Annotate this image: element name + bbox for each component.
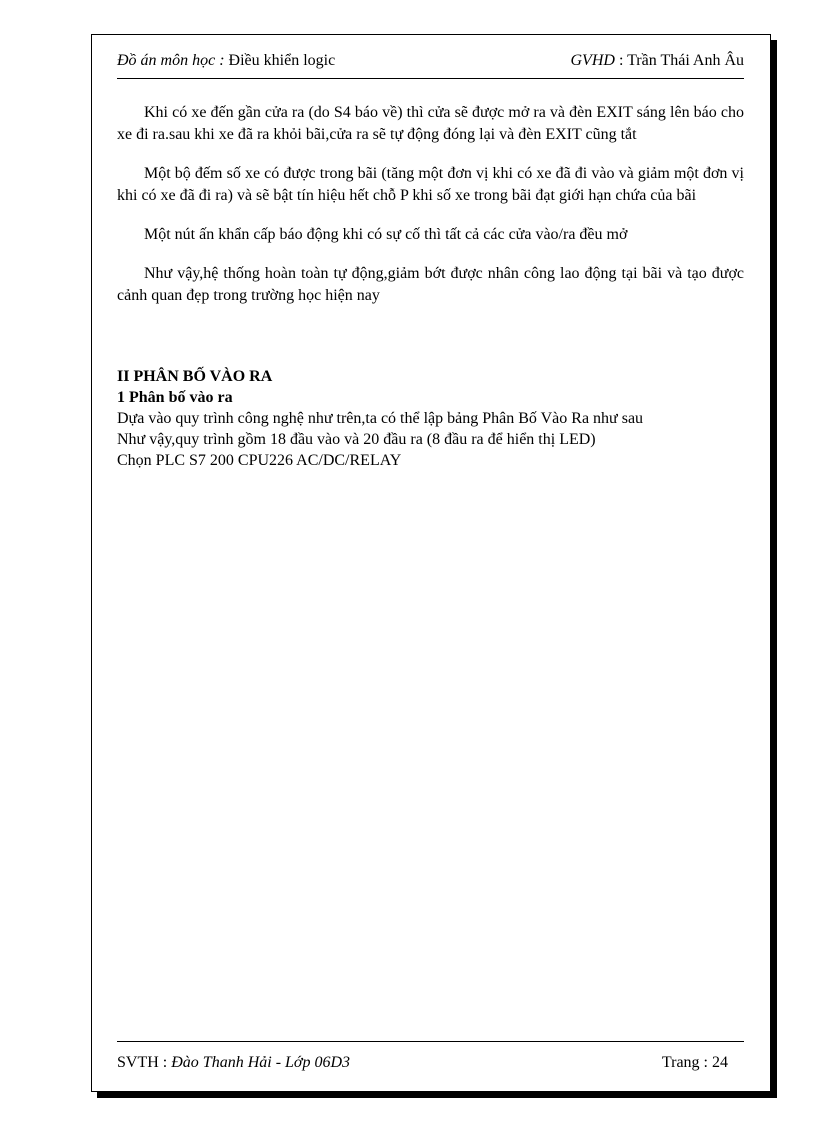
page-shadow-bottom (97, 1092, 777, 1098)
page-number: Trang : 24 (661, 1054, 728, 1071)
section-line: Chọn PLC S7 200 CPU226 AC/DC/RELAY (117, 452, 402, 469)
section-heading: II PHÂN BỐ VÀO RA (117, 368, 273, 385)
advisor-name: : Trần Thái Anh Âu (618, 52, 744, 69)
paragraph-exit-door: Khi có xe đến gần cửa ra (do S4 báo về) thì cửa sẽ được mở ra và đèn EXIT sáng lên báo cho xe đi ra.sau khi xe đã ra khỏi bãi,cửa ra sẽ tự động đóng lại và đèn EXIT cũng tắt (117, 104, 744, 143)
course-name: Điều khiển logic (228, 52, 336, 69)
section-line: Dựa vào quy trình công nghệ như trên,ta có thể lập bảng Phân Bố Vào Ra như sau (117, 410, 644, 427)
paragraph-emergency-button: Một nút ấn khẩn cấp báo động khi có sự cố thì tất cả các cửa vào/ra đều mở (144, 226, 628, 243)
student-label: SVTH : (117, 1054, 168, 1071)
header-course (117, 52, 335, 70)
page-header (117, 50, 744, 79)
paragraph-conclusion: Như vậy,hệ thống hoàn toàn tự động,giảm bớt được nhân công lao động tại bãi và tạo được cảnh quan đẹp trong trường học hiện nay (117, 265, 744, 304)
section-line: Như vậy,quy trình gồm 18 đầu vào và 20 đầu ra (8 đầu ra để hiển thị LED) (117, 431, 596, 448)
footer-student (117, 1054, 350, 1072)
page-footer (117, 1041, 744, 1082)
body-text (117, 102, 744, 307)
student-info: Đào Thanh Hải - Lớp 06D3 (171, 1054, 351, 1071)
advisor-label: GVHD (570, 52, 615, 69)
section-subheading: 1 Phân bố vào ra (117, 389, 233, 406)
paragraph-car-counter: Một bộ đếm số xe có được trong bãi (tăng một đơn vị khi có xe đã đi vào và giảm một đơn vị khi có xe đã đi ra) và sẽ bật tín hiệu hết chỗ P khi số xe trong bãi đạt giới hạn chứa của bãi (117, 165, 744, 204)
header-advisor (571, 52, 745, 70)
page-shadow-right (771, 40, 777, 1098)
course-label: Đồ án môn học : (117, 52, 225, 69)
section-io-allocation (117, 366, 744, 471)
